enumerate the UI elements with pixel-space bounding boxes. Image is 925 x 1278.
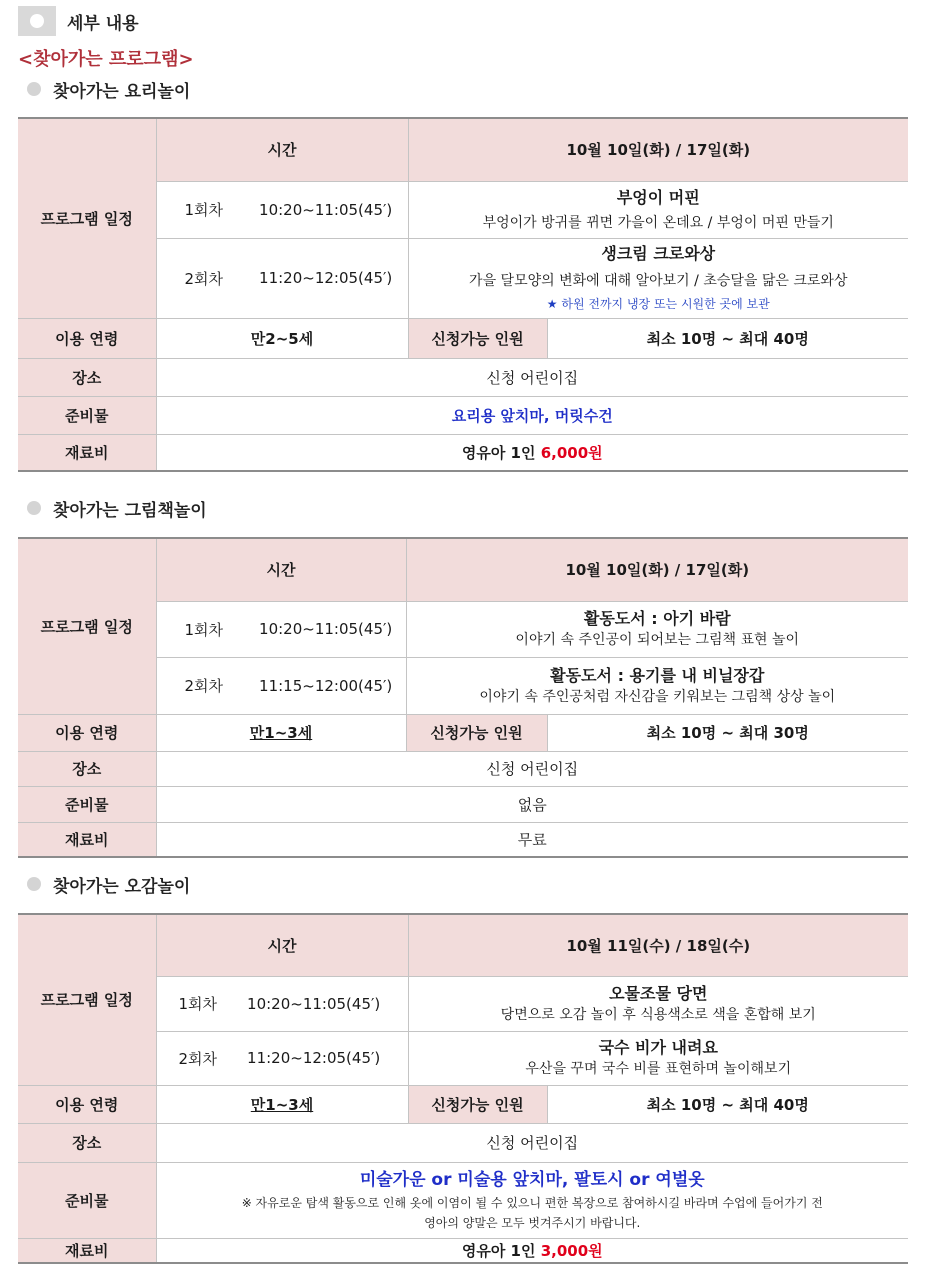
- fee-label: 재료비: [18, 1238, 156, 1263]
- place-label: 장소: [18, 751, 156, 786]
- age-value: 만1~3세: [156, 1085, 408, 1123]
- activity-name: 생크림 크로와상: [601, 244, 716, 263]
- activity-cell: [406, 601, 908, 657]
- section-title-picturebook: [27, 496, 207, 520]
- activity-cell: [406, 657, 908, 714]
- prep-label: 준비물: [18, 786, 156, 822]
- activity-cell: [408, 1031, 908, 1085]
- header-title: 세부 내용: [67, 13, 139, 34]
- capacity-label: 신청가능 인원: [408, 318, 547, 358]
- place-label: 장소: [18, 1123, 156, 1162]
- activity-cell: [408, 181, 908, 238]
- fee-prefix: 영유아 1인: [461, 443, 541, 462]
- age-value: 만1~3세: [156, 714, 406, 751]
- time-header: 시간: [156, 914, 408, 976]
- schedule-label: 프로그램 일정: [18, 538, 156, 714]
- activity-cell: [408, 238, 908, 318]
- session-number: 1회차: [184, 620, 224, 639]
- section-title-text: 찾아가는 요리놀이: [53, 81, 191, 102]
- activity-cell: [408, 976, 908, 1031]
- date-header: 10월 10일(화) / 17일(화): [408, 118, 908, 181]
- prep-value: 미술가운 or 미술용 앞치마, 팔토시 or 여벌옷: [359, 1170, 705, 1190]
- activity-name: 국수 비가 내려요: [598, 1038, 718, 1057]
- bullet-dot-icon: [27, 501, 41, 515]
- capacity-label: 신청가능 인원: [408, 1085, 547, 1123]
- program-table-sensory: [18, 913, 908, 1264]
- section-title-text: 찾아가는 그림책놀이: [53, 500, 207, 521]
- place-value: 신청 어린이집: [156, 751, 908, 786]
- circle-icon: [30, 14, 44, 28]
- storage-note: ★ 하원 전까지 냉장 또는 시원한 곳에 보관: [546, 297, 770, 311]
- activity-name: 부엉이 머핀: [616, 187, 700, 207]
- capacity-label: 신청가능 인원: [406, 714, 547, 751]
- activity-name: 활동도서 : 아기 바람: [583, 609, 731, 628]
- activity-desc: 당면으로 오감 놀이 후 식용색소로 색을 혼합해 보기: [500, 1006, 816, 1023]
- activity-desc: 가을 달모양의 변화에 대해 알아보기 / 초승달을 닮은 크로와상: [469, 273, 848, 289]
- session-cell: [156, 1031, 408, 1085]
- section-title-sensory: [27, 872, 190, 896]
- fee-cell: [156, 434, 908, 471]
- activity-desc: 부엉이가 방귀를 뀌면 가을이 온데요 / 부엉이 머핀 만들기: [482, 214, 834, 231]
- session-time: 11:15~12:00(45′): [259, 676, 393, 695]
- session-cell: [156, 181, 408, 238]
- schedule-label: 프로그램 일정: [18, 914, 156, 1085]
- header-marker: [18, 6, 56, 36]
- bullet-dot-icon: [27, 877, 41, 891]
- session-time: 11:20~12:05(45′): [259, 269, 393, 287]
- prep-note: 영아의 양말은 모두 벗겨주시기 바랍니다.: [424, 1216, 641, 1230]
- session-number: 1회차: [178, 995, 218, 1013]
- section-title-cooking: [27, 77, 190, 101]
- session-number: 2회차: [184, 677, 224, 695]
- activity-desc: 이야기 속 주인공이 되어보는 그림책 표현 놀이: [515, 632, 800, 648]
- prep-label: 준비물: [18, 1162, 156, 1238]
- session-cell: [156, 657, 406, 714]
- prep-note: ※ 자유로운 탐색 활동으로 인해 옷에 이염이 될 수 있으니 편한 복장으로 참여하시길 바라며 수업에 들어가기 전: [241, 1196, 823, 1210]
- date-header: 10월 11일(수) / 18일(수): [408, 914, 908, 976]
- schedule-label: 프로그램 일정: [18, 118, 156, 318]
- prep-value: 요리용 앞치마, 머릿수건: [156, 396, 908, 434]
- activity-name: 오물조물 당면: [609, 983, 708, 1003]
- page-subtitle: <찾아가는 프로그램>: [18, 49, 194, 70]
- prep-label: 준비물: [18, 396, 156, 434]
- activity-name: 활동도서 : 용기를 내 비닐장갑: [550, 665, 765, 685]
- program-table-picturebook: [18, 537, 908, 858]
- age-label: 이용 연령: [18, 714, 156, 751]
- fee-label: 재료비: [18, 434, 156, 471]
- place-label: 장소: [18, 358, 156, 396]
- time-header: 시간: [156, 118, 408, 181]
- session-time: 10:20~11:05(45′): [259, 620, 393, 638]
- session-cell: [156, 601, 406, 657]
- activity-desc: 이야기 속 주인공처럼 자신감을 키워보는 그림책 상상 놀이: [479, 688, 836, 705]
- prep-cell: [156, 1162, 908, 1238]
- age-label: 이용 연령: [18, 1085, 156, 1123]
- session-time: 11:20~12:05(45′): [247, 1049, 381, 1067]
- capacity-value: 최소 10명 ~ 최대 40명: [547, 318, 908, 358]
- age-label: 이용 연령: [18, 318, 156, 358]
- activity-desc: 우산을 꾸며 국수 비를 표현하며 놀이해보기: [525, 1061, 792, 1077]
- prep-value: 없음: [156, 786, 908, 822]
- place-value: 신청 어린이집: [156, 358, 908, 396]
- program-table-cooking: [18, 117, 908, 472]
- fee-amount: 6,000원: [540, 443, 603, 462]
- section-header: [18, 6, 139, 36]
- session-cell: [156, 238, 408, 318]
- session-time: 10:20~11:05(45′): [247, 994, 381, 1013]
- session-number: 1회차: [184, 201, 224, 219]
- age-value: 만2~5세: [156, 318, 408, 358]
- capacity-value: 최소 10명 ~ 최대 40명: [547, 1085, 908, 1123]
- fee-cell: [156, 1238, 908, 1263]
- fee-prefix: 영유아 1인: [461, 1241, 541, 1260]
- bullet-dot-icon: [27, 82, 41, 96]
- session-number: 2회차: [178, 1049, 218, 1068]
- session-number: 2회차: [184, 269, 224, 288]
- fee-label: 재료비: [18, 822, 156, 857]
- time-header: 시간: [156, 538, 406, 601]
- fee-value: 무료: [156, 822, 908, 857]
- session-cell: [156, 976, 408, 1031]
- place-value: 신청 어린이집: [156, 1123, 908, 1162]
- capacity-value: 최소 10명 ~ 최대 30명: [547, 714, 908, 751]
- fee-amount: 3,000원: [540, 1241, 603, 1260]
- section-title-text: 찾아가는 오감놀이: [53, 876, 191, 897]
- date-header: 10월 10일(화) / 17일(화): [406, 538, 908, 601]
- session-time: 10:20~11:05(45′): [259, 200, 393, 219]
